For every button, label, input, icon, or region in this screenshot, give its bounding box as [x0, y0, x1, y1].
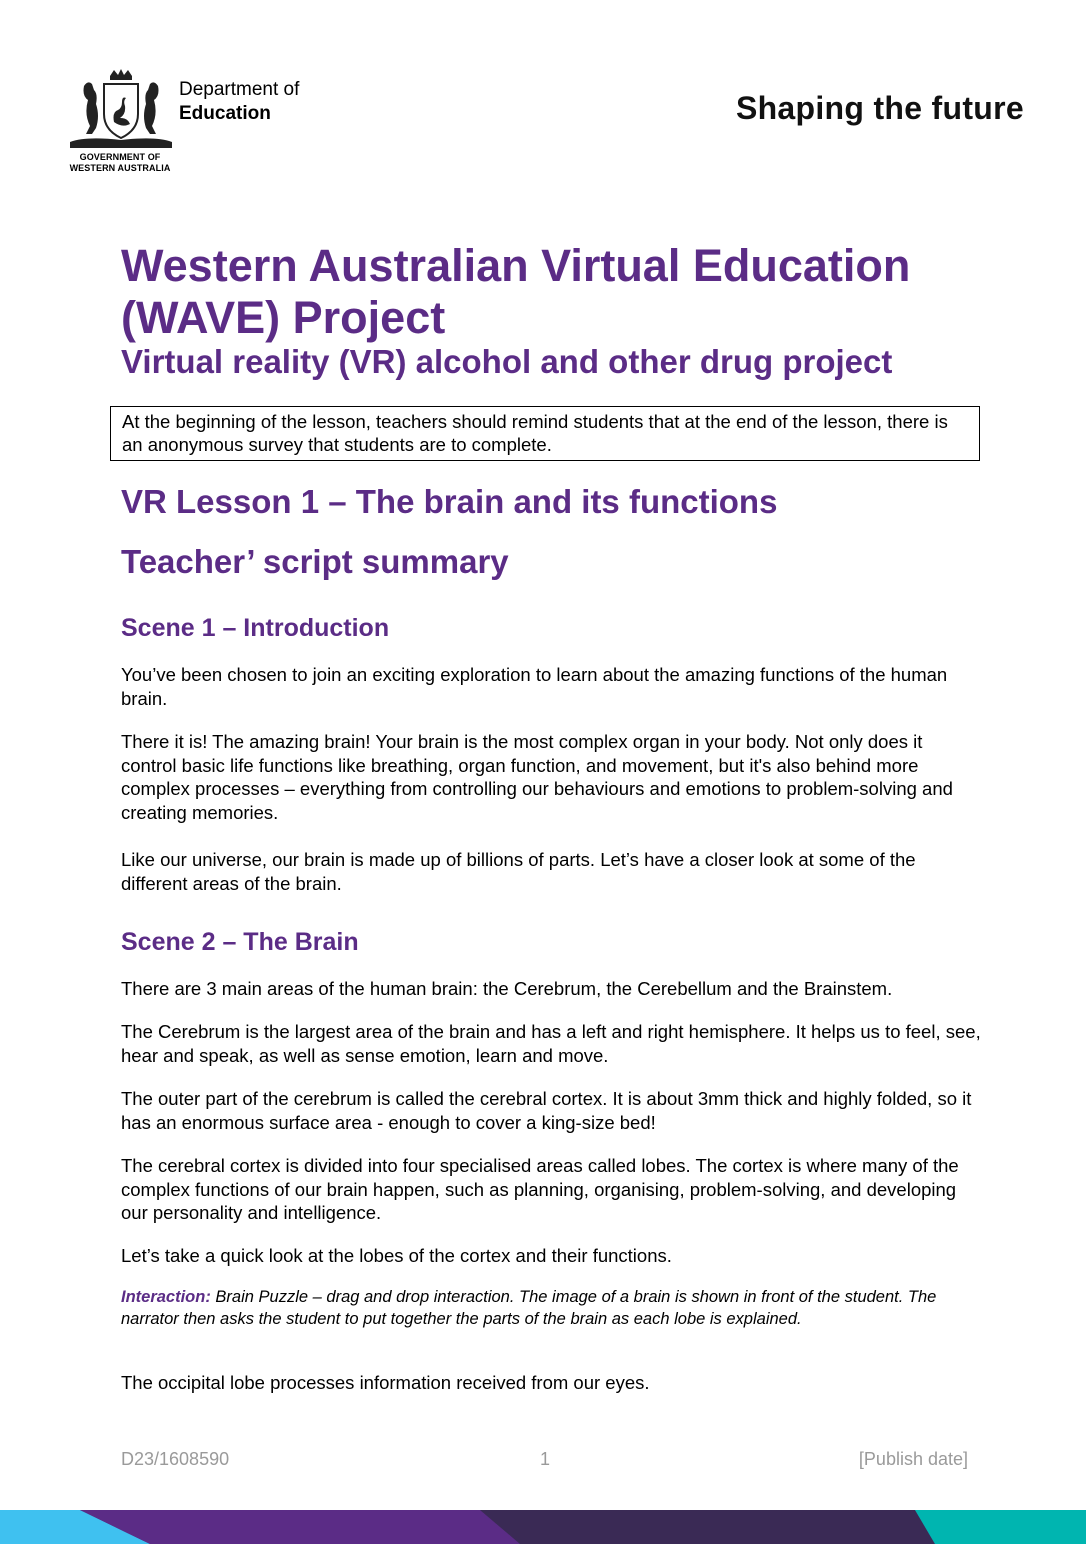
footer-color-band	[0, 1510, 1086, 1544]
scene2-paragraph: The Cerebrum is the largest area of the brain and has a left and right hemisphere. It helps us to feel, see, hear and speak, as well as sense emotion, learn and move.	[121, 1021, 981, 1066]
publish-date: [Publish date]	[858, 1449, 968, 1469]
teacher-notice-box: At the beginning of the lesson, teachers should remind students that at the end of the lesson, there is an anonymous survey that students are to complete.	[110, 406, 980, 461]
document-subtitle: Virtual reality (VR) alcohol and other drug project	[121, 343, 893, 380]
scene1-heading: Scene 1 – Introduction	[121, 614, 390, 642]
document-title: Western Australian Virtual Education (WAVE) Project	[121, 240, 911, 343]
scene2-paragraph: Let’s take a quick look at the lobes of the cortex and their functions.	[121, 1245, 672, 1266]
department-name: Department of Education	[179, 79, 300, 124]
interaction-label: Interaction:	[121, 1288, 211, 1306]
scene1-paragraph: You’ve been chosen to join an exciting exploration to learn about the amazing functions of the human brain.	[121, 664, 948, 709]
government-label: GOVERNMENT OF WESTERN AUSTRALIA	[69, 152, 171, 173]
scene2-paragraph: The outer part of the cerebrum is called the cerebral cortex. It is about 3mm thick and highly folded, so it has an enormous surface area - enough to cover a king-size bed!	[121, 1088, 972, 1133]
scene2-paragraph: The cerebral cortex is divided into four specialised areas called lobes. The cortex is where many of the complex functions of our brain happen, such as planning, organising, problem-solving, and developing our personality and intelligence.	[121, 1155, 959, 1223]
document-id: D23/1608590	[121, 1449, 230, 1469]
scene1-paragraph: Like our universe, our brain is made up of billions of parts. Let’s have a closer look at some of the different areas of the brain.	[121, 849, 916, 894]
scene2-heading: Scene 2 – The Brain	[121, 928, 359, 956]
lesson-heading: VR Lesson 1 – The brain and its functions	[121, 483, 778, 520]
scene2-final-paragraph: The occipital lobe processes information received from our eyes.	[121, 1372, 650, 1393]
page-number: 1	[540, 1449, 551, 1469]
interaction-text: Brain Puzzle – drag and drop interaction. The image of a brain is shown in front of the student. The narrator then asks the student to put together the parts of the brain as each lobe is explained.	[121, 1288, 937, 1328]
interaction-note	[121, 1287, 971, 1330]
coat-of-arms-icon	[66, 68, 176, 158]
script-heading: Teacher’ script summary	[121, 543, 509, 580]
scene2-paragraph: There are 3 main areas of the human brain: the Cerebrum, the Cerebellum and the Brainstem.	[121, 978, 893, 999]
tagline: Shaping the future	[735, 90, 1024, 126]
scene1-paragraph: There it is! The amazing brain! Your brain is the most complex organ in your body. Not only does it control basic life functions like breathing, organ function, and movement, but it's also behind more complex processes – everything from controlling our behaviours and emotions to problem-solving and creating memories.	[121, 731, 953, 823]
